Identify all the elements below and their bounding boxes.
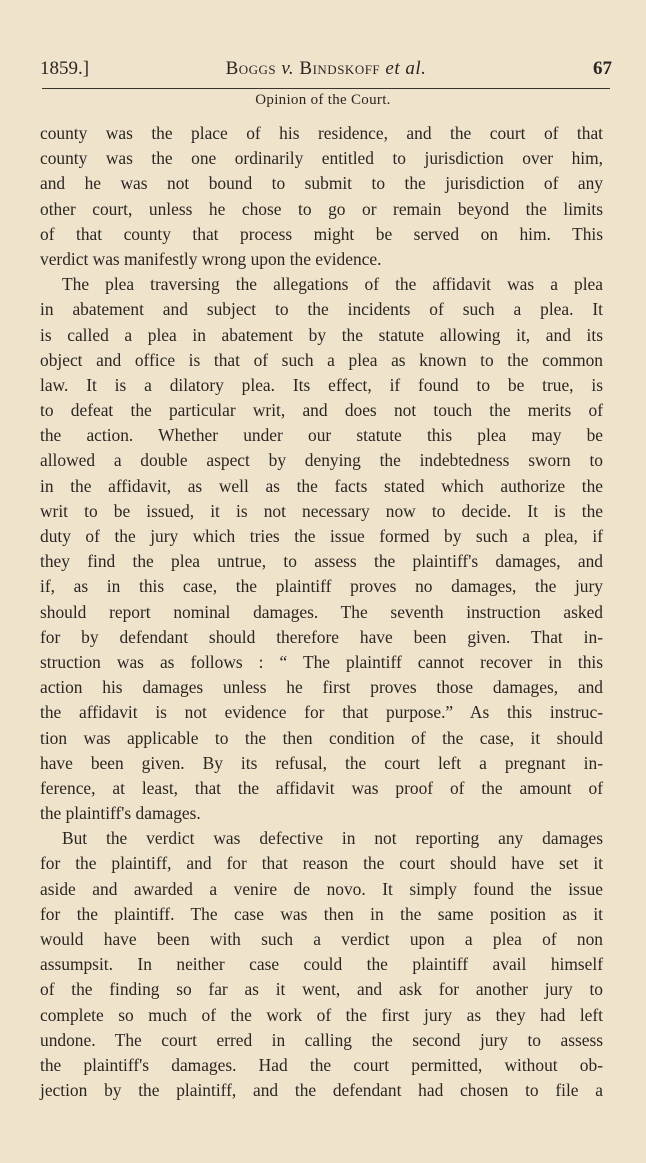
- text-line: the action. Whether under our statute this plea may be: [40, 425, 603, 446]
- text-line: and he was not bound to submit to the jurisdiction of any: [40, 173, 603, 194]
- text-line: The plea traversing the allegations of the affidavit was a plea: [62, 274, 603, 295]
- header-rule: [42, 88, 610, 89]
- text-line: the affidavit is not evidence for that purpose.” As this instruc-: [40, 702, 603, 723]
- text-line: of that county that process might be served on him. This: [40, 223, 603, 244]
- text-line: jection by the plaintiff, and the defendant had chosen to file a: [40, 1080, 603, 1101]
- text-line: the plaintiff's damages.: [40, 803, 201, 824]
- text-line: action his damages unless he first proves those damages, and: [40, 677, 603, 698]
- text-line: the plaintiff's damages. Had the court permitted, without ob-: [40, 1054, 603, 1075]
- text-line: But the verdict was defective in not reporting any damages: [62, 828, 603, 849]
- text-line: is called a plea in abatement by the statute allowing it, and its: [40, 324, 603, 345]
- text-line: duty of the jury which tries the issue formed by such a plea, if: [40, 526, 603, 546]
- text-line: undone. The court erred in calling the second jury to assess: [40, 1029, 603, 1050]
- text-line: assumpsit. In neither case could the plaintiff avail himself: [40, 954, 603, 975]
- text-line: of the finding so far as it went, and ask for another jury to: [40, 979, 603, 1000]
- text-line: struction was as follows : “ The plaintiff cannot recover in this: [40, 651, 603, 672]
- header-et-al: et al.: [385, 58, 427, 79]
- text-line: in the affidavit, as well as the facts stated which authorize the: [40, 475, 603, 496]
- text-line: should report nominal damages. The seventh instruction asked: [40, 601, 603, 622]
- text-line: county was the one ordinarily entitled to jurisdiction over him,: [40, 148, 603, 169]
- text-line: allowed a double aspect by denying the indebtedness sworn to: [40, 450, 603, 471]
- text-line: law. It is a dilatory plea. Its effect, if found to be true, is: [40, 374, 603, 395]
- text-line: tion was applicable to the then condition of the case, it should: [40, 727, 603, 748]
- header-versus: v.: [281, 58, 295, 79]
- opinion-body-text: [40, 121, 603, 1103]
- header-party-1: Boggs: [225, 58, 277, 79]
- text-line: aside and awarded a venire de novo. It simply found the issue: [40, 878, 603, 899]
- text-line: to defeat the particular writ, and does not touch the merits of: [40, 400, 603, 421]
- text-line: have been given. By its refusal, the court left a pregnant in-: [40, 752, 603, 773]
- text-line: object and office is that of such a plea as known to the common: [40, 349, 603, 370]
- running-header: [40, 58, 612, 84]
- text-line: in abatement and subject to the incidents of such a plea. It: [40, 299, 603, 320]
- header-case-title: [40, 58, 612, 80]
- text-line: ference, at least, that the affidavit was proof of the amount of: [40, 777, 603, 798]
- text-line: county was the place of his residence, and the court of that: [40, 123, 603, 143]
- page-number: 67: [593, 58, 612, 79]
- text-line: for the plaintiff, and for that reason the court should have set it: [40, 853, 603, 874]
- text-line: for the plaintiff. The case was then in the same position as it: [40, 903, 603, 924]
- text-line: would have been with such a verdict upon a plea of non: [40, 929, 603, 949]
- text-line: for by defendant should therefore have been given. That in-: [40, 626, 603, 647]
- section-subheading: Opinion of the Court.: [255, 92, 391, 108]
- text-line: verdict was manifestly wrong upon the evidence.: [40, 248, 382, 269]
- header-party-2: Bindskoff: [299, 58, 381, 79]
- text-line: other court, unless he chose to go or remain beyond the limits: [40, 198, 603, 219]
- text-line: they find the plea untrue, to assess the plaintiff's damages, and: [40, 551, 603, 572]
- text-line: writ to be issued, it is not necessary now to decide. It is the: [40, 500, 603, 521]
- text-line: complete so much of the work of the first jury as they had left: [40, 1004, 603, 1025]
- header-year: 1859.]: [40, 58, 90, 79]
- text-line: if, as in this case, the plaintiff proves no damages, the jury: [40, 576, 603, 597]
